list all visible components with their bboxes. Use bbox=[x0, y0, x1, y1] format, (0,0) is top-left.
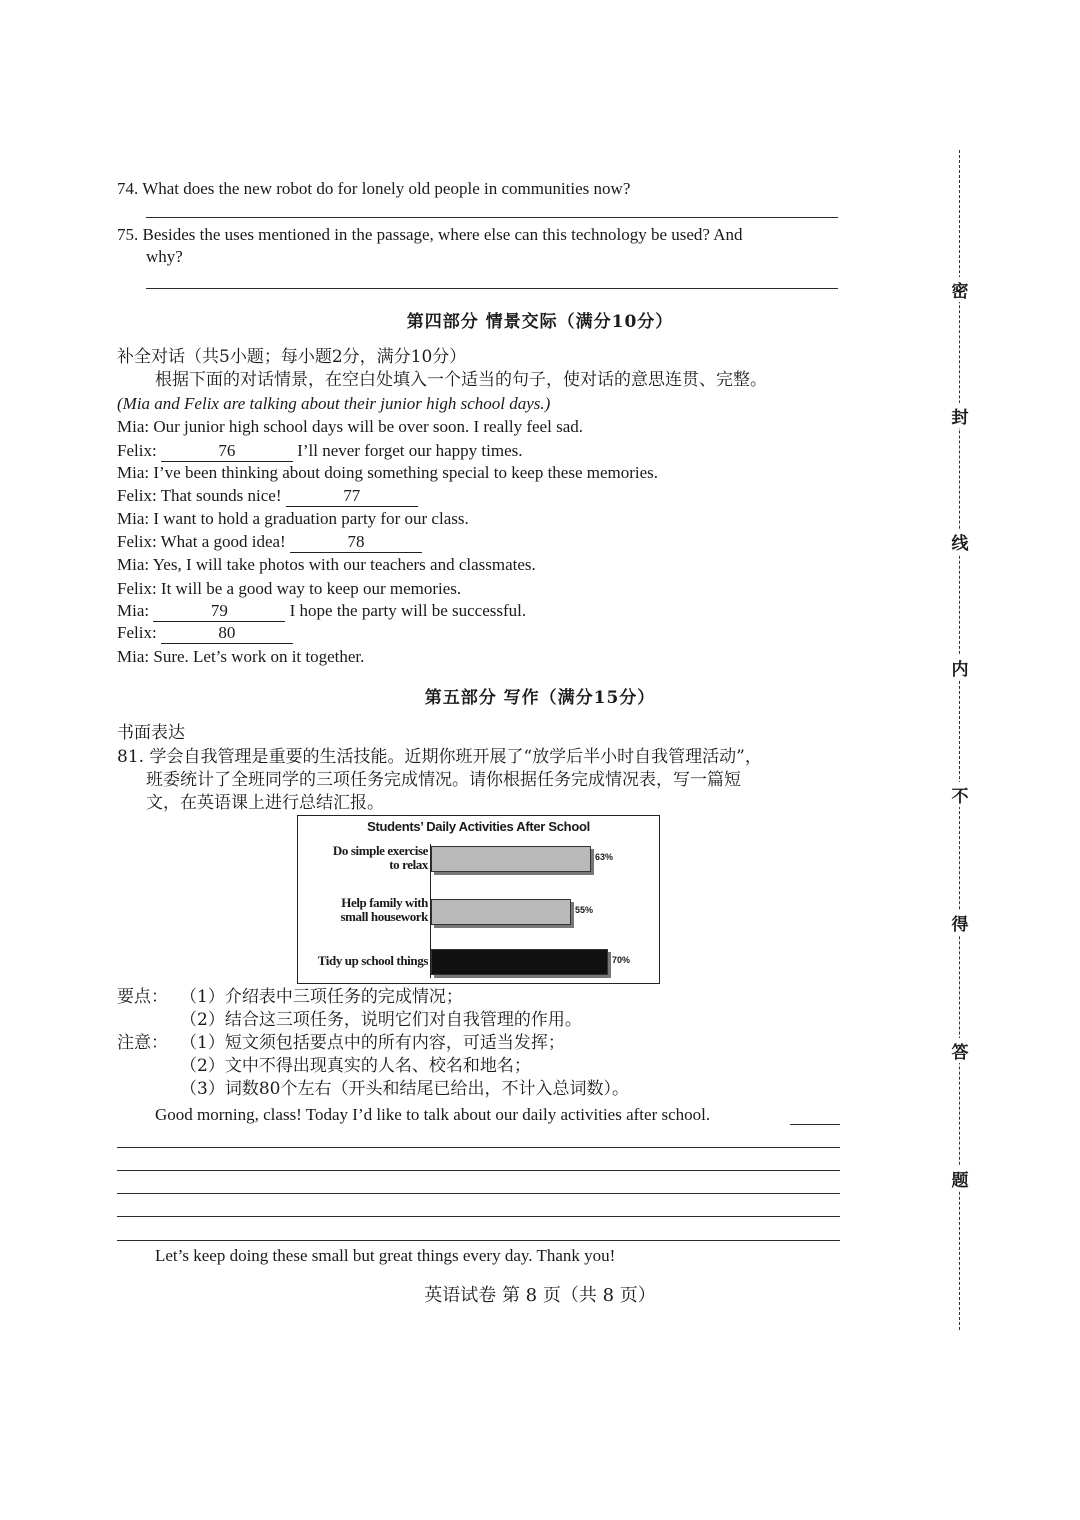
chart-bar bbox=[431, 949, 608, 975]
dialogue-line bbox=[117, 440, 523, 462]
seal-char: 线 bbox=[948, 529, 972, 554]
point-item: （2）结合这三项任务，说明它们对自我管理的作用。 bbox=[180, 1010, 582, 1030]
answer-line-74[interactable] bbox=[146, 217, 838, 218]
seal-char: 得 bbox=[948, 910, 972, 935]
speaker-label: Mia: bbox=[117, 509, 150, 528]
dialogue-line bbox=[117, 578, 461, 600]
bar-value-label: 70% bbox=[612, 955, 631, 965]
seal-char: 密 bbox=[948, 277, 972, 302]
seal-char: 题 bbox=[948, 1166, 972, 1191]
seal-char: 不 bbox=[948, 782, 972, 807]
category-label-line: Do simple exercise bbox=[332, 843, 428, 858]
question-75-line1: 75. Besides the uses mentioned in the passage, where else can this technology be used? And bbox=[117, 225, 743, 244]
dialogue-text: It will be a good way to keep our memories. bbox=[160, 579, 462, 598]
dialogue-text: Sure. Let’s work on it together. bbox=[153, 647, 365, 666]
part4-instruction: 根据下面的对话情景，在空白处填入一个适当的句子，使对话的意思连贯、完整。 bbox=[155, 370, 767, 390]
category-label-line: Tidy up school things bbox=[317, 953, 428, 968]
essay-line[interactable] bbox=[790, 1124, 840, 1125]
answer-blank[interactable]: 76 bbox=[161, 441, 293, 462]
speaker-label: Mia: bbox=[117, 555, 150, 574]
category-label-line: to relax bbox=[389, 857, 428, 872]
activities-chart bbox=[297, 815, 660, 984]
answer-blank[interactable]: 79 bbox=[153, 601, 285, 622]
dialogue-line bbox=[117, 508, 469, 530]
note-item: （3）词数80个左右（开头和结尾已给出，不计入总词数）。 bbox=[180, 1079, 629, 1099]
category-label bbox=[318, 954, 428, 968]
seal-char: 封 bbox=[948, 403, 972, 428]
dialogue-text: I want to hold a graduation party for our class. bbox=[153, 509, 469, 528]
speaker-label: Felix: bbox=[117, 532, 157, 551]
point-item: （1）介绍表中三项任务的完成情况； bbox=[180, 987, 463, 1007]
points-label: 要点： bbox=[117, 987, 168, 1007]
essay-opening: Good morning, class! Today I’d like to talk about our daily activities after school. bbox=[155, 1105, 711, 1124]
speaker-label: Mia: bbox=[117, 463, 150, 482]
essay-line[interactable] bbox=[117, 1193, 840, 1194]
part4-subheading: 补全对话（共5小题；每小题2分，满分10分） bbox=[117, 347, 467, 367]
question-74: 74. What does the new robot do for lonely old people in communities now? bbox=[117, 179, 631, 198]
dialogue-line bbox=[117, 531, 422, 553]
question-75-line2: why? bbox=[146, 247, 183, 266]
dialogue-line bbox=[117, 622, 293, 644]
answer-blank[interactable]: 77 bbox=[286, 486, 418, 507]
dialogue-text: I hope the party will be successful. bbox=[289, 601, 527, 620]
dialogue-line bbox=[117, 646, 364, 668]
essay-line[interactable] bbox=[117, 1240, 840, 1241]
speaker-label: Mia: bbox=[117, 417, 150, 436]
speaker-label: Felix: bbox=[117, 579, 157, 598]
dialogue-text: What a good idea! bbox=[160, 532, 286, 551]
dialogue-text: Yes, I will take photos with our teachers and classmates. bbox=[152, 555, 536, 574]
category-label-line: Help family with bbox=[341, 895, 428, 910]
part4-heading: 第四部分 情景交际（满分10分） bbox=[406, 312, 674, 332]
dialogue-text: I’ll never forget our happy times. bbox=[297, 441, 523, 460]
dialogue-text: Our junior high school days will be over soon. I really feel sad. bbox=[153, 417, 583, 436]
part5-subheading: 书面表达 bbox=[117, 723, 185, 743]
note-item: （1）短文须包括要点中的所有内容，可适当发挥； bbox=[180, 1033, 565, 1053]
speaker-label: Felix: bbox=[117, 486, 157, 505]
bar-value-label: 55% bbox=[575, 905, 594, 915]
notes-label: 注意： bbox=[117, 1033, 168, 1053]
category-label-line: small housework bbox=[340, 909, 428, 924]
essay-closing: Let’s keep doing these small but great things every day. Thank you! bbox=[155, 1246, 616, 1265]
chart-bar bbox=[431, 899, 571, 925]
speaker-label: Felix: bbox=[117, 441, 157, 460]
essay-line[interactable] bbox=[117, 1170, 840, 1171]
dialogue-line bbox=[117, 485, 418, 507]
dialogue-context: (Mia and Felix are talking about their junior high school days.) bbox=[117, 394, 551, 413]
question-81-line2: 班委统计了全班同学的三项任务完成情况。请你根据任务完成情况表，写一篇短 bbox=[146, 770, 741, 790]
dialogue-text: I’ve been thinking about doing something special to keep these memories. bbox=[153, 463, 659, 482]
speaker-label: Mia: bbox=[117, 647, 150, 666]
dialogue-text: That sounds nice! bbox=[160, 486, 282, 505]
essay-line[interactable] bbox=[117, 1147, 840, 1148]
answer-line-75[interactable] bbox=[146, 288, 838, 289]
bar-value-label: 63% bbox=[595, 852, 614, 862]
seal-char: 内 bbox=[948, 655, 972, 680]
speaker-label: Mia: bbox=[117, 601, 150, 620]
speaker-label: Felix: bbox=[117, 623, 157, 642]
essay-line[interactable] bbox=[117, 1216, 840, 1217]
question-81-line3: 文，在英语课上进行总结汇报。 bbox=[146, 793, 384, 813]
chart-title: Students’ Daily Activities After School bbox=[367, 819, 590, 834]
part5-heading: 第五部分 写作（满分15分） bbox=[424, 688, 656, 708]
dialogue-line bbox=[117, 416, 583, 438]
chart-bar bbox=[431, 846, 591, 872]
seal-char: 答 bbox=[948, 1038, 972, 1063]
answer-blank[interactable]: 78 bbox=[290, 532, 422, 553]
dialogue-line bbox=[117, 600, 526, 622]
dialogue-line bbox=[117, 462, 658, 484]
category-label bbox=[340, 896, 428, 924]
page-footer: 英语试卷 第 8 页（共 8 页） bbox=[424, 1285, 656, 1306]
category-label bbox=[333, 844, 428, 872]
question-81-line1: 81. 学会自我管理是重要的生活技能。近期你班开展了“放学后半小时自我管理活动”， bbox=[117, 747, 762, 767]
answer-blank[interactable]: 80 bbox=[161, 623, 293, 644]
note-item: （2）文中不得出现真实的人名、校名和地名； bbox=[180, 1056, 531, 1076]
dialogue-line bbox=[117, 554, 536, 576]
